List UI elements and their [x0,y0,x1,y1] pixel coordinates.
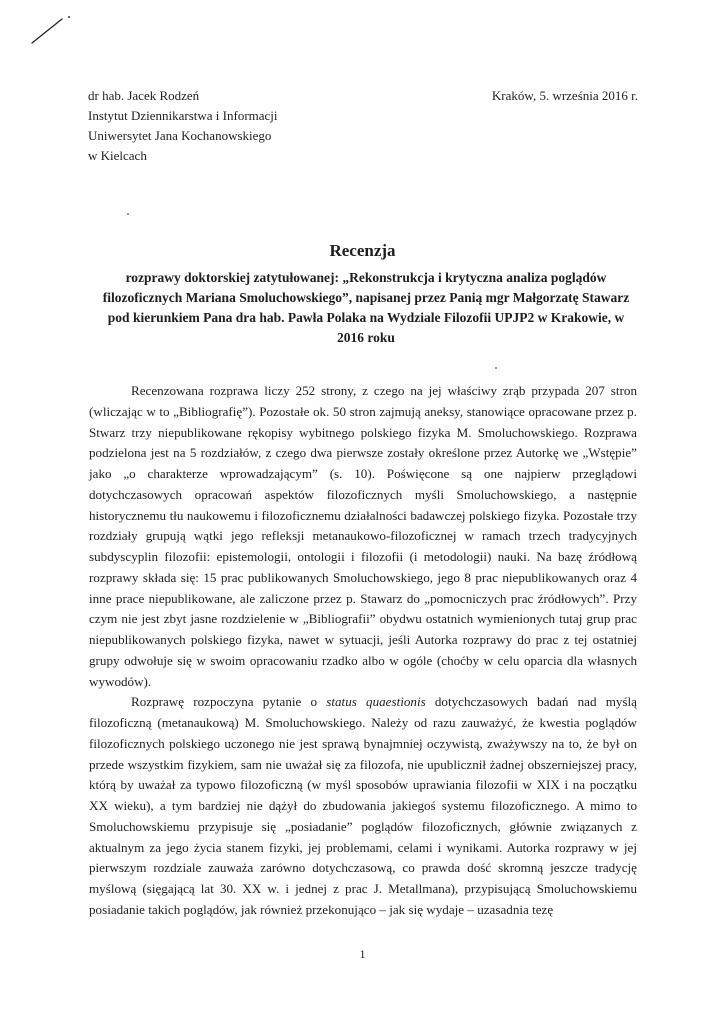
review-body [89,381,637,921]
paragraph-2-italic-term: status quaestionis [326,694,426,710]
place-and-date: Kraków, 5. września 2016 r. [491,88,638,103]
scan-speck [495,367,497,369]
page-number: 1 [359,947,366,961]
sender-address [88,86,278,166]
document-subtitle: rozprawy doktorskiej zatytułowanej: „Rekonstrukcja i krytyczna analiza poglądów filozoficznych Mariana Smoluchowskiego”, napisanej przez Panią mgr Małgorzatę Stawarz pod kierunkiem Pana dra hab. Pawła Polaka na Wydziale Filozofii UPJP2 w Krakowie, w 2016 roku [102,270,630,345]
document-title: Recenzja [329,241,396,260]
pen-stroke-mark [28,14,73,46]
paragraph-1: Recenzowana rozprawa liczy 252 strony, z czego na jej właściwy zrąb przypada 207 stron (wliczając w to „Bibliografię”). Pozostałe ok. 50 stron zajmują aneksy, stanowiące opracowane przez p. Stwarz trzy niepublikowane rękopisy wybitnego polskiego fizyka M. Smoluchowskiego. Rozprawa podzielona jest na 5 rozdziałów, z czego dwa pierwsze zostały określone przez Autorkę we „Wstępie” jako „o charakterze wprowadzającym” (s. 10). Poświęcone są one najpierw przeglądowi dotychczasowych opracowań aspektów filozoficznych myśli Smoluchowskiego, a następnie historycznemu tłu naukowemu i filozoficznemu działalności badawczej polskiego fizyka. Pozostałe trzy rozdziały grupują wątki jego refleksji metanaukowo-filozoficznej w ramach trzech tradycyjnych subdyscyplin filozofii: epistemologii, ontologii i filozofii (i metodologii) nauki. Na bazę źródłową rozprawy składa się: 15 prac publikowanych Smoluchowskiego, jego 8 prac niepublikowanych oraz 4 inne prace niepublikowane, ale zaliczone przez p. Stawarz do „pomocniczych prac źródłowych”. Przy czym nie jest zbyt jasne rozdzielenie w „Bibliografii” obydwu ostatnich wymienionych tutaj grup prac niepublikowanych polskiego fizyka, nawet w sytuacji, jeśli Autorka rozprawy do prac z tej ostatniej grupy odwołuje się w swoim opracowaniu rzadko albo w ogóle (choćby w celu oparcia dla własnych wywodów). [89,383,637,689]
sender-city: w Kielcach [88,148,147,163]
paragraph-2 [89,692,637,920]
scan-speck [127,213,129,215]
sender-institute: Instytut Dziennikarstwa i Informacji [88,108,278,123]
paragraph-2-rest: dotychczasowych badań nad myślą filozoficzną (metanaukową) M. Smoluchowskiego. Należy od razu zauważyć, że kwestia poglądów filozoficznych polskiego uczonego nie jest sprawą bynajmniej oczywistą, zważywszy na to, że był on przede wszystkim fizykiem, sam nie uważał się za filozofa, nie upublicznił żadnej obszerniejszej pracy, którą by uważał za typowo filozoficzną (w myśl sposobów uprawiania filozofii w XIX i na początku XX wieku), a tym bardziej nie dążył do zbudowania jakiegoś systemu filozoficznego. A mimo to Smoluchowskiemu przypisuje się „posiadanie” poglądów filozoficznych, głównie związanych z aktualnym za jego życia stanem fizyki, jej problemami, celami i wynikami. Autorka rozprawy w jej pierwszym rozdziale zauważa zarówno dotychczasową, co prawda dość skromną jeszcze tradycję myślową (sięgającą lat 30. XX w. i jednej z prac J. Metallmana), przypisującą Smoluchowskiemu posiadanie takich poglądów, jak również przekonująco – jak się wydaje – uzasadnia tezę [89,694,637,917]
paragraph-2-start: Rozprawę rozpoczyna pytanie o [131,694,327,710]
sender-name: dr hab. Jacek Rodzeń [88,88,200,103]
sender-university: Uniwersytet Jana Kochanowskiego [88,128,272,143]
